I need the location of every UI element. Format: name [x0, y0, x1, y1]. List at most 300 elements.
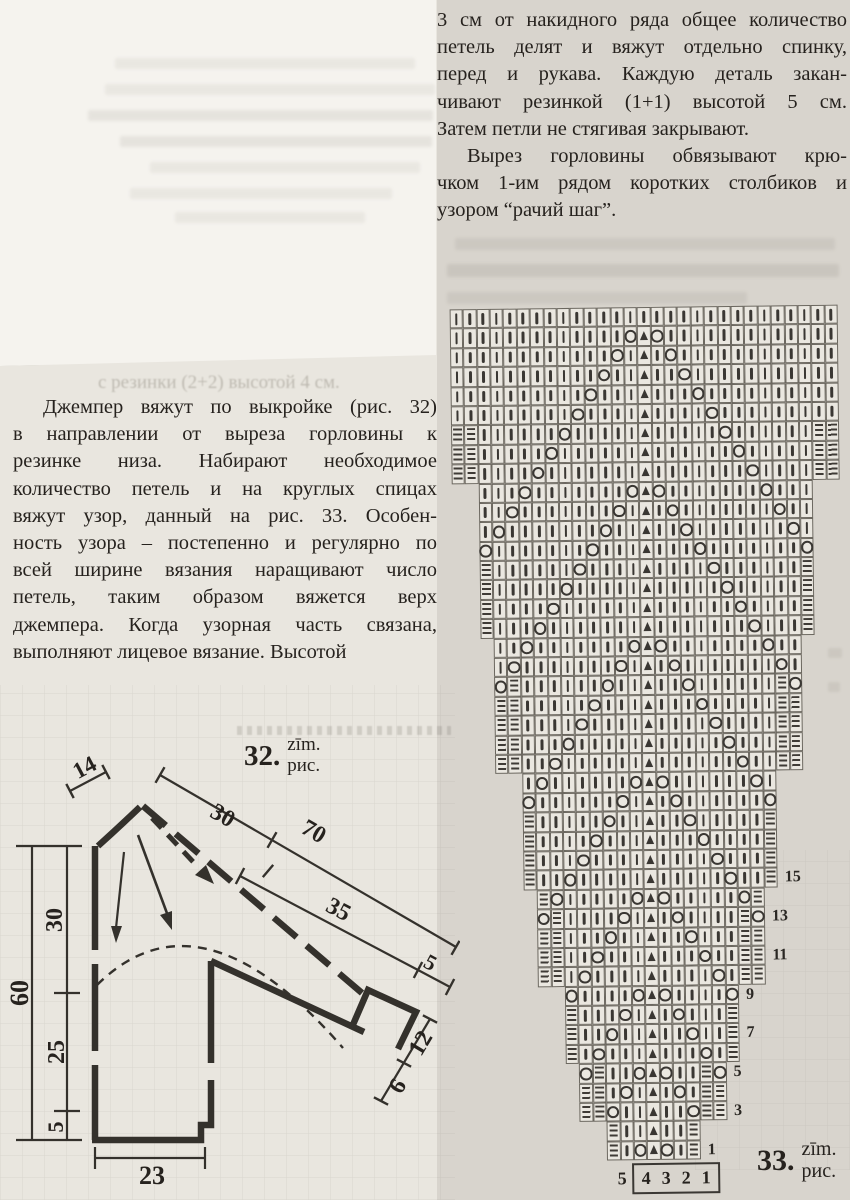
stitch-cell — [478, 445, 492, 465]
stitch-cell — [600, 598, 614, 618]
stitch-cell — [721, 636, 735, 656]
stitch-cell — [771, 344, 785, 364]
stitch-cell — [774, 538, 788, 558]
text-line: джемпера. Когда узорная часть связана, — [13, 613, 437, 636]
stitch-cell — [610, 307, 624, 327]
text-line: всей ширине вязания наращивают число — [13, 559, 437, 582]
stitch-cell — [478, 483, 492, 503]
stitch-cell — [707, 558, 721, 578]
stitch-cell — [671, 869, 685, 889]
dim-label-sleeve-lower: 35 — [321, 892, 355, 927]
stitch-cell — [536, 832, 550, 852]
stitch-cell — [666, 462, 680, 482]
stitch-cell — [737, 849, 751, 869]
stitch-cell — [589, 792, 603, 812]
stitch-cell — [762, 674, 776, 694]
stitch-cell — [714, 1101, 728, 1121]
stitch-cell — [546, 580, 560, 600]
stitch-cell — [606, 1102, 620, 1122]
stitch-cell — [733, 480, 747, 500]
stitch-cell — [734, 558, 748, 578]
stitch-cell — [654, 636, 668, 656]
stitch-cell — [463, 328, 477, 348]
stitch-cell — [573, 560, 587, 580]
stitch-cell — [698, 927, 712, 947]
stitch-cell — [573, 599, 587, 619]
stitch-cell — [451, 445, 465, 465]
stitch-cell — [744, 325, 758, 345]
stitch-cell — [611, 385, 625, 405]
stitch-cell — [798, 324, 812, 344]
stitch-cell — [605, 947, 619, 967]
stitch-cell — [507, 619, 521, 639]
stitch-cell — [605, 1025, 619, 1045]
stitch-cell — [612, 482, 626, 502]
stitch-cell — [549, 793, 563, 813]
stitch-cell — [678, 345, 692, 365]
stitch-cell — [801, 557, 815, 577]
stitch-cell — [722, 674, 736, 694]
stitch-cell — [597, 307, 611, 327]
stitch-cell — [695, 675, 709, 695]
stitch-cell — [545, 424, 559, 444]
stitch-cell — [670, 850, 684, 870]
stitch-cell — [508, 755, 522, 775]
stitch-cell — [670, 811, 684, 831]
stitch-cell — [544, 386, 558, 406]
stitch-cell — [639, 520, 653, 540]
stitch-cell — [604, 909, 618, 929]
stitch-cell — [712, 985, 726, 1005]
stitch-cell — [508, 716, 522, 736]
stitch-cell — [693, 539, 707, 559]
neckline-curve — [98, 807, 140, 846]
stitch-cell — [799, 421, 813, 441]
stitch-cell — [617, 889, 631, 909]
stitch-cell — [674, 1121, 688, 1141]
stitch-cell — [557, 327, 571, 347]
stitch-cell — [801, 596, 815, 616]
stitch-cell — [518, 425, 532, 445]
stitch-cell — [598, 424, 612, 444]
stitch-cell — [612, 424, 626, 444]
stitch-cell — [789, 693, 803, 713]
stitch-cell — [573, 540, 587, 560]
stitch-cell — [561, 638, 575, 658]
column-number: 3 — [661, 1167, 671, 1188]
stitch-cell — [799, 402, 813, 422]
stitch-cell — [760, 499, 774, 519]
stitch-cell — [724, 868, 738, 888]
stitch-cell — [659, 1005, 673, 1025]
stitch-cell — [671, 927, 685, 947]
stitch-cell — [602, 773, 616, 793]
stitch-cell — [774, 596, 788, 616]
stitch-cell — [491, 444, 505, 464]
stitch-cell — [548, 676, 562, 696]
stitch-cell — [658, 927, 672, 947]
stitch-cell — [494, 677, 508, 697]
text-line: Вырез горловины обвязывают крю- — [467, 145, 847, 168]
stitch-cell — [560, 560, 574, 580]
stitch-cell — [641, 656, 655, 676]
stitch-cell — [736, 771, 750, 791]
stitch-cell — [633, 1102, 647, 1122]
stitch-cell — [722, 713, 736, 733]
stitch-cell — [786, 441, 800, 461]
stitch-cell — [678, 365, 692, 385]
stitch-cell — [522, 735, 536, 755]
stitch-cell — [645, 966, 659, 986]
stitch-cell — [775, 616, 789, 636]
stitch-cell — [577, 909, 591, 929]
stitch-cell — [762, 713, 776, 733]
stitch-cell — [641, 637, 655, 657]
stitch-cell — [772, 383, 786, 403]
stitch-cell — [750, 771, 764, 791]
stitch-cell — [463, 348, 477, 368]
stitch-cell — [811, 344, 825, 364]
stitch-cell — [711, 888, 725, 908]
stitch-cell — [656, 753, 670, 773]
stitch-cell — [637, 346, 651, 366]
stitch-cell — [477, 386, 491, 406]
stitch-cell — [725, 926, 739, 946]
stitch-cell — [706, 481, 720, 501]
stitch-cell — [646, 1044, 660, 1064]
stitch-cell — [707, 578, 721, 598]
stitch-cell — [772, 422, 786, 442]
stitch-cell — [682, 714, 696, 734]
stitch-cell — [562, 793, 576, 813]
stitch-cell — [593, 1064, 607, 1084]
stitch-cell — [533, 580, 547, 600]
stitch-cell — [685, 946, 699, 966]
stitch-cell — [759, 461, 773, 481]
stitch-cell — [530, 347, 544, 367]
stitch-cell — [665, 442, 679, 462]
stitch-cell — [633, 1121, 647, 1141]
stitch-cell — [745, 422, 759, 442]
stitch-cell — [786, 460, 800, 480]
stitch-cell — [519, 560, 533, 580]
stitch-cell — [723, 771, 737, 791]
stitch-cell — [492, 522, 506, 542]
stitch-cell — [590, 870, 604, 890]
stitch-cell — [718, 384, 732, 404]
stitch-cell — [800, 538, 814, 558]
stitch-cell — [686, 1063, 700, 1083]
stitch-cell — [565, 987, 579, 1007]
stitch-cell — [653, 501, 667, 521]
bleed-artifact — [115, 58, 415, 69]
stitch-cell — [504, 367, 518, 387]
stitch-cell — [559, 541, 573, 561]
stitch-cell — [706, 461, 720, 481]
stitch-cell — [517, 328, 531, 348]
stitch-cell — [652, 481, 666, 501]
stitch-cell — [813, 441, 827, 461]
stitch-cell — [602, 753, 616, 773]
stitch-cell — [692, 423, 706, 443]
stitch-cell — [776, 712, 790, 732]
stitch-cell — [504, 386, 518, 406]
stitch-cell — [710, 849, 724, 869]
stitch-cell — [599, 521, 613, 541]
bleed-artifact — [455, 238, 835, 250]
stitch-cell — [684, 888, 698, 908]
stitch-cell — [799, 460, 813, 480]
stitch-cell — [685, 927, 699, 947]
stitch-cell — [725, 946, 739, 966]
stitch-cell — [615, 714, 629, 734]
stitch-cell — [771, 305, 785, 325]
stitch-cell — [744, 306, 758, 326]
stitch-cell — [629, 734, 643, 754]
stitch-cell — [656, 811, 670, 831]
stitch-cell — [603, 812, 617, 832]
stitch-cell — [599, 501, 613, 521]
dim-label-yoke: 30 — [42, 908, 68, 932]
stitch-cell — [578, 967, 592, 987]
stitch-cell — [503, 309, 517, 329]
stitch-cell — [585, 443, 599, 463]
stitch-cell — [687, 1140, 701, 1160]
stitch-cell — [585, 424, 599, 444]
stitch-cell — [722, 733, 736, 753]
stitch-cell — [625, 443, 639, 463]
stitch-cell — [625, 404, 639, 424]
stitch-cell — [751, 887, 765, 907]
stitch-cell — [577, 928, 591, 948]
stitch-cell — [517, 386, 531, 406]
stitch-cell — [658, 947, 672, 967]
stitch-cell — [561, 657, 575, 677]
stitch-cell — [762, 693, 776, 713]
stitch-cell — [684, 869, 698, 889]
stitch-cell — [712, 1004, 726, 1024]
stitch-cell — [693, 500, 707, 520]
stitch-cell — [784, 305, 798, 325]
top-dimension-line — [160, 775, 456, 947]
stitch-cell — [633, 1063, 647, 1083]
stitch-cell — [708, 655, 722, 675]
stitch-cell — [493, 561, 507, 581]
dim-label-shoulder: 30 — [205, 798, 240, 834]
stitch-cell — [734, 577, 748, 597]
stitch-cell — [536, 812, 550, 832]
stitch-cell — [614, 598, 628, 618]
stitch-cell — [693, 520, 707, 540]
stitch-cell — [578, 1006, 592, 1026]
stitch-cell — [588, 657, 602, 677]
stitch-cell — [685, 966, 699, 986]
stitch-cell — [600, 579, 614, 599]
stitch-cell — [655, 656, 669, 676]
text-line: вяжут узор, данный на рис. 33. Особен- — [13, 504, 437, 527]
stitch-cell — [616, 753, 630, 773]
stitch-cell — [732, 442, 746, 462]
stitch-cell — [671, 908, 685, 928]
stitch-cell — [628, 676, 642, 696]
stitch-cell — [548, 696, 562, 716]
stitch-cell — [651, 346, 665, 366]
stitch-cell — [535, 774, 549, 794]
stitch-cell — [679, 462, 693, 482]
stitch-cell — [712, 965, 726, 985]
stitch-cell — [687, 1121, 701, 1141]
stitch-cell — [654, 617, 668, 637]
stitch-cell — [682, 675, 696, 695]
stitch-cell — [657, 830, 671, 850]
stitch-cell — [773, 480, 787, 500]
stitch-cell — [655, 675, 669, 695]
stitch-cell — [748, 635, 762, 655]
stitch-cell — [725, 985, 739, 1005]
stitch-cell — [628, 714, 642, 734]
stitch-cell — [719, 442, 733, 462]
stitch-cell — [668, 656, 682, 676]
stitch-cell — [546, 502, 560, 522]
stitch-cell — [660, 1121, 674, 1141]
stitch-cell — [518, 444, 532, 464]
stitch-cell — [577, 870, 591, 890]
stitch-cell — [588, 695, 602, 715]
stitch-cell — [700, 1101, 714, 1121]
column-number: 5 — [617, 1167, 627, 1189]
stitch-cell — [749, 713, 763, 733]
stitch-cell — [709, 752, 723, 772]
stitch-cell — [626, 540, 640, 560]
stitch-cell — [667, 597, 681, 617]
stitch-cell — [757, 305, 771, 325]
stitch-cell — [574, 618, 588, 638]
stitch-cell — [750, 790, 764, 810]
figure-32-schematic — [0, 728, 460, 1200]
stitch-cell — [764, 868, 778, 888]
stitch-cell — [463, 309, 477, 329]
stitch-cell — [613, 579, 627, 599]
stitch-cell — [630, 831, 644, 851]
stitch-cell — [450, 329, 464, 349]
stitch-cell — [523, 851, 537, 871]
stitch-cell — [758, 364, 772, 384]
stitch-cell — [673, 1043, 687, 1063]
stitch-cell — [724, 829, 738, 849]
stitch-cell — [491, 464, 505, 484]
stitch-cell — [638, 423, 652, 443]
stitch-cell — [669, 714, 683, 734]
stitch-cell — [617, 908, 631, 928]
stitch-cell — [548, 715, 562, 735]
bleed-artifact — [150, 162, 420, 173]
stitch-cell — [606, 1083, 620, 1103]
stitch-cell — [687, 1101, 701, 1121]
stitch-cell — [745, 364, 759, 384]
stitch-cell — [812, 363, 826, 383]
stitch-cell — [545, 444, 559, 464]
stitch-cell — [586, 560, 600, 580]
row-number-label: 15 — [784, 868, 801, 886]
stitch-cell — [588, 676, 602, 696]
stitch-cell — [545, 463, 559, 483]
stitch-cell — [560, 579, 574, 599]
stitch-cell — [617, 870, 631, 890]
stitch-cell — [696, 772, 710, 792]
stitch-cell — [639, 501, 653, 521]
row-number-label: 9 — [745, 985, 755, 1003]
stitch-cell — [493, 580, 507, 600]
stitch-cell — [825, 363, 839, 383]
stitch-cell — [613, 521, 627, 541]
stitch-cell — [738, 926, 752, 946]
stitch-cell — [775, 674, 789, 694]
stitch-cell — [578, 948, 592, 968]
stitch-cell — [451, 426, 465, 446]
stitch-cell — [748, 596, 762, 616]
stitch-cell — [678, 423, 692, 443]
stitch-cell — [451, 464, 465, 484]
stitch-cell — [660, 1141, 674, 1161]
stitch-cell — [744, 344, 758, 364]
stitch-cell — [613, 540, 627, 560]
stitch-cell — [546, 541, 560, 561]
stitch-cell — [684, 849, 698, 869]
stitch-cell — [449, 309, 463, 329]
stitch-cell — [713, 1024, 727, 1044]
stitch-cell — [761, 616, 775, 636]
stitch-cell — [745, 403, 759, 423]
stitch-cell — [801, 576, 815, 596]
stitch-cell — [643, 850, 657, 870]
text-line: узором “рачий шаг”. — [437, 199, 617, 222]
stitch-cell — [697, 849, 711, 869]
stitch-cell — [639, 481, 653, 501]
stitch-cell — [563, 812, 577, 832]
stitch-cell — [629, 772, 643, 792]
stitch-cell — [550, 870, 564, 890]
stitch-cell — [625, 423, 639, 443]
stitch-cell — [731, 345, 745, 365]
stitch-cell — [480, 580, 494, 600]
stitch-cell — [624, 365, 638, 385]
text-line: выполняют лицевое вязание. Высотой — [13, 640, 347, 663]
stitch-cell — [597, 346, 611, 366]
stitch-cell — [645, 947, 659, 967]
stitch-cell — [564, 890, 578, 910]
stitch-cell — [480, 619, 494, 639]
stitch-cell — [557, 366, 571, 386]
figure-number: 33. — [757, 1144, 795, 1177]
stitch-cell — [672, 985, 686, 1005]
stitch-cell — [627, 559, 641, 579]
stitch-cell — [776, 751, 790, 771]
stitch-cell — [572, 482, 586, 502]
stitch-cell — [615, 695, 629, 715]
text-line: в направлении от выреза горловины к — [13, 423, 437, 446]
stitch-cell — [587, 618, 601, 638]
stitch-cell — [690, 306, 704, 326]
stitch-cell — [748, 655, 762, 675]
stitch-cell — [557, 347, 571, 367]
stitch-cell — [704, 345, 718, 365]
stitch-cell — [646, 1024, 660, 1044]
stitch-cell — [748, 674, 762, 694]
stitch-cell — [632, 1025, 646, 1045]
stitch-cell — [628, 695, 642, 715]
row-number-label: 13 — [771, 907, 789, 925]
stitch-cell — [825, 324, 839, 344]
